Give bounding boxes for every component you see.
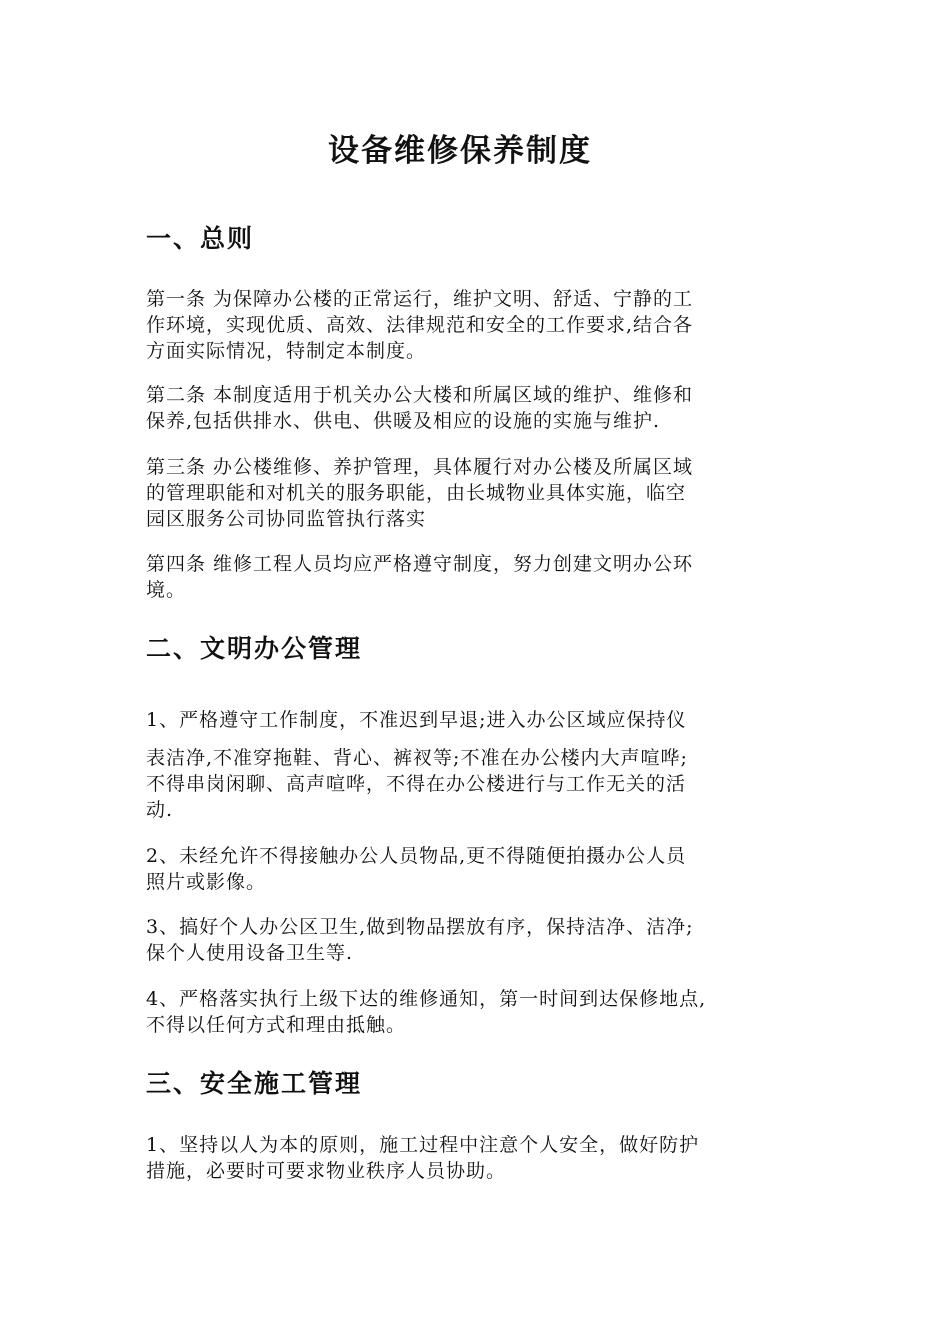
section-heading-safe-construction: 三、安全施工管理 <box>146 1069 363 1098</box>
paragraph-line: 第一条 为保障办公楼的正常运行，维护文明、舒适、宁静的工 <box>146 288 694 310</box>
paragraph-line: 园区服务公司协同监管执行落实 <box>146 508 427 530</box>
paragraph-line: 作环境，实现优质、高效、法律规范和安全的工作要求,结合各 <box>146 314 694 336</box>
paragraph-line: 1、严格遵守工作制度，不准迟到早退;进入办公区域应保持仪 <box>146 709 687 731</box>
section-heading-civilized-office: 二、文明办公管理 <box>146 634 363 663</box>
office-rule-3 <box>146 914 812 966</box>
office-rule-2 <box>146 843 812 895</box>
paragraph-line: 动. <box>146 799 174 821</box>
paragraph-line: 4、严格落实执行上级下达的维修通知，第一时间到达保修地点, <box>146 988 707 1010</box>
paragraph-line: 第三条 办公楼维修、养护管理，具体履行对办公楼及所属区域 <box>146 456 694 478</box>
paragraph-line: 方面实际情况，特制定本制度。 <box>146 340 427 362</box>
paragraph-line: 不得串岗闲聊、高声喧哗，不得在办公楼进行与工作无关的活 <box>146 773 687 795</box>
section-heading-general: 一、总则 <box>146 224 255 253</box>
paragraph-line: 1、坚持以人为本的原则，施工过程中注意个人安全，做好防护 <box>146 1134 700 1156</box>
paragraph-line: 第二条 本制度适用于机关办公大楼和所属区域的维护、维修和 <box>146 384 694 406</box>
paragraph-line: 不得以任何方式和理由抵触。 <box>146 1014 407 1036</box>
paragraph-line: 3、搞好个人办公区卫生,做到物品摆放有序，保持洁净、洁净; <box>146 916 694 938</box>
paragraph-line: 境。 <box>146 579 187 601</box>
safety-rule-1 <box>146 1132 812 1184</box>
document-title: 设备维修保养制度 <box>328 133 592 169</box>
article-4 <box>146 551 812 603</box>
article-3 <box>146 454 812 532</box>
paragraph-line: 措施，必要时可要求物业秩序人员协助。 <box>146 1160 507 1182</box>
paragraph-line: 表洁净,不准穿拖鞋、背心、裤衩等;不准在办公楼内大声喧哗; <box>146 747 688 769</box>
paragraph-line: 照片或影像。 <box>146 871 267 893</box>
paragraph-line: 保个人使用设备卫生等. <box>146 942 354 964</box>
paragraph-line: 保养,包括供排水、供电、供暖及相应的设施的实施与维护. <box>146 410 661 432</box>
article-2 <box>146 382 812 434</box>
article-1 <box>146 286 812 364</box>
office-rule-1 <box>146 707 812 733</box>
office-rule-4 <box>146 986 812 1038</box>
paragraph-line: 第四条 维修工程人员均应严格遵守制度，努力创建文明办公环 <box>146 553 694 575</box>
paragraph-line: 2、未经允许不得接触办公人员物品,更不得随便拍摄办公人员 <box>146 845 687 867</box>
office-rule-1-continued <box>146 745 812 823</box>
paragraph-line: 的管理职能和对机关的服务职能，由长城物业具体实施，临空 <box>146 482 687 504</box>
